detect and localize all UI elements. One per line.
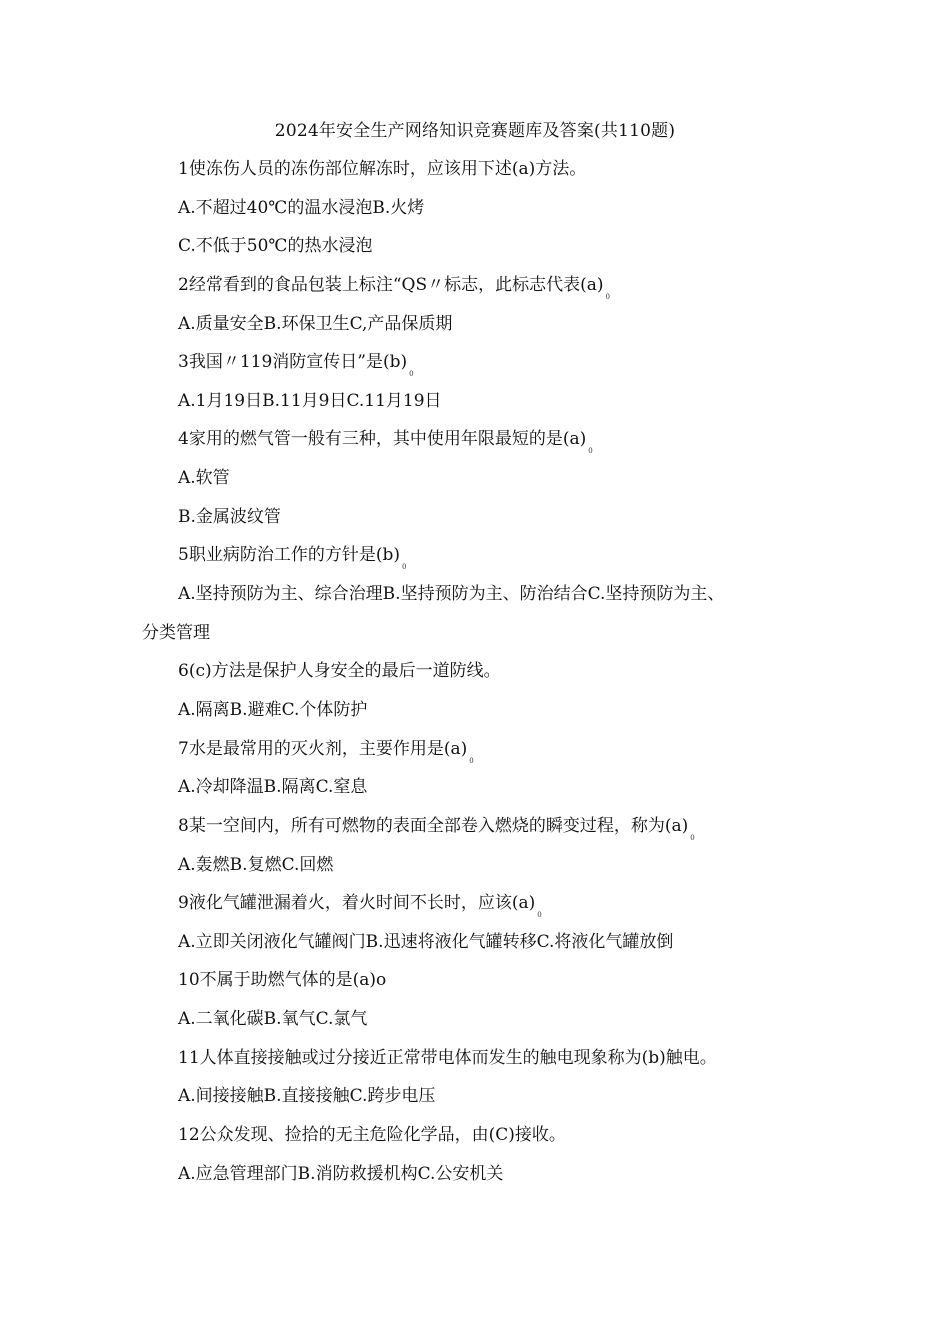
- line-text: A.不超过40℃的温水浸泡B.火烤: [178, 197, 425, 218]
- text-line: [142, 382, 822, 421]
- line-end-mark: 0: [690, 833, 695, 842]
- text-line: [142, 1000, 822, 1039]
- line-text: 3我国〃119消防宣传日”是(b): [178, 352, 408, 373]
- line-end-mark: 0: [537, 911, 542, 920]
- line-text: 9液化气罐泄漏着火，着火时间不长时，应该(a): [178, 893, 536, 914]
- text-line: [142, 266, 822, 305]
- line-text: 4家用的燃气管一般有三种，其中使用年限最短的是(a): [178, 429, 587, 450]
- text-line: [142, 614, 822, 653]
- text-line: [142, 227, 822, 266]
- line-text: A.质量安全B.环保卫生C,产品保质期: [178, 313, 453, 334]
- text-line: [142, 343, 822, 382]
- line-text: A.隔离B.避难C.个体防护: [178, 699, 368, 720]
- line-text: A.立即关闭液化气罐阀门B.迅速将液化气罐转移C.将液化气罐放倒: [178, 931, 674, 952]
- line-end-mark: 0: [588, 447, 593, 456]
- text-line: [142, 923, 822, 962]
- line-text: 8某一空间内，所有可燃物的表面全部卷入燃烧的瞬变过程，称为(a): [178, 815, 689, 836]
- text-line: [142, 961, 822, 1000]
- question-list: [142, 150, 822, 1193]
- line-text: 10不属于助燃气体的是(a)o: [178, 970, 387, 991]
- line-text: A.应急管理部门B.消防救援机构C.公安机关: [178, 1163, 504, 1184]
- text-line: [142, 575, 822, 614]
- line-text: 1使冻伤人员的冻伤部位解冻时，应该用下述(a)方法。: [178, 159, 587, 179]
- line-text: 7水是最常用的灭火剂，主要作用是(a): [178, 738, 468, 759]
- text-line: [142, 150, 822, 189]
- text-line: [142, 691, 822, 730]
- text-line: [142, 536, 822, 575]
- line-end-mark: 0: [401, 563, 407, 572]
- line-text: A.轰燃B.复燃C.回燃: [178, 854, 334, 875]
- line-end-mark: 0: [605, 292, 610, 301]
- line-text: B.金属波纹管: [178, 506, 281, 527]
- text-line: [142, 846, 822, 885]
- line-text: C.不低于50℃的热水浸泡: [178, 236, 373, 257]
- line-text: 2经常看到的食品包装上标注“QS〃标志，此标志代表(a): [178, 274, 604, 295]
- text-line: [142, 807, 822, 846]
- line-text: A.1月19日B.11月9日C.11月19日: [178, 390, 442, 411]
- document-title: 2024年安全生产网络知识竞赛题库及答案(共110题): [274, 121, 676, 141]
- line-text: 6(c)方法是保护人身安全的最后一道防线。: [178, 661, 501, 682]
- line-text: 分类管理: [142, 622, 210, 643]
- text-line: [142, 420, 822, 459]
- text-line: [142, 305, 822, 344]
- text-line: [142, 498, 822, 537]
- line-end-mark: 0: [409, 370, 414, 379]
- text-line: [142, 1039, 822, 1078]
- line-text: A.坚持预防为主、综合治理B.坚持预防为主、防治结合C.坚持预防为主、: [178, 584, 725, 605]
- text-line: [142, 1077, 822, 1116]
- line-text: A.间接接触B.直接接触C.跨步电压: [178, 1086, 436, 1107]
- text-line: [142, 730, 822, 769]
- text-line: [142, 768, 822, 807]
- text-line: [142, 1116, 822, 1155]
- line-text: A.软管: [178, 468, 230, 489]
- text-line: [142, 1155, 822, 1194]
- line-text: A.二氧化碳B.氧气C.氯气: [178, 1009, 368, 1030]
- line-text: 5职业病防治工作的方针是(b): [178, 545, 400, 566]
- line-text: 11人体直接接触或过分接近正常带电体而发生的触电现象称为(b)触电。: [178, 1047, 717, 1068]
- text-line: [142, 459, 822, 498]
- line-end-mark: 0: [469, 756, 474, 765]
- line-text: A.冷却降温B.隔离C.窒息: [178, 777, 368, 798]
- line-text: 12公众发现、捡拾的无主危险化学品，由(C)接收。: [178, 1125, 566, 1146]
- text-line: [142, 189, 822, 228]
- text-line: [142, 884, 822, 923]
- text-line: [142, 652, 822, 691]
